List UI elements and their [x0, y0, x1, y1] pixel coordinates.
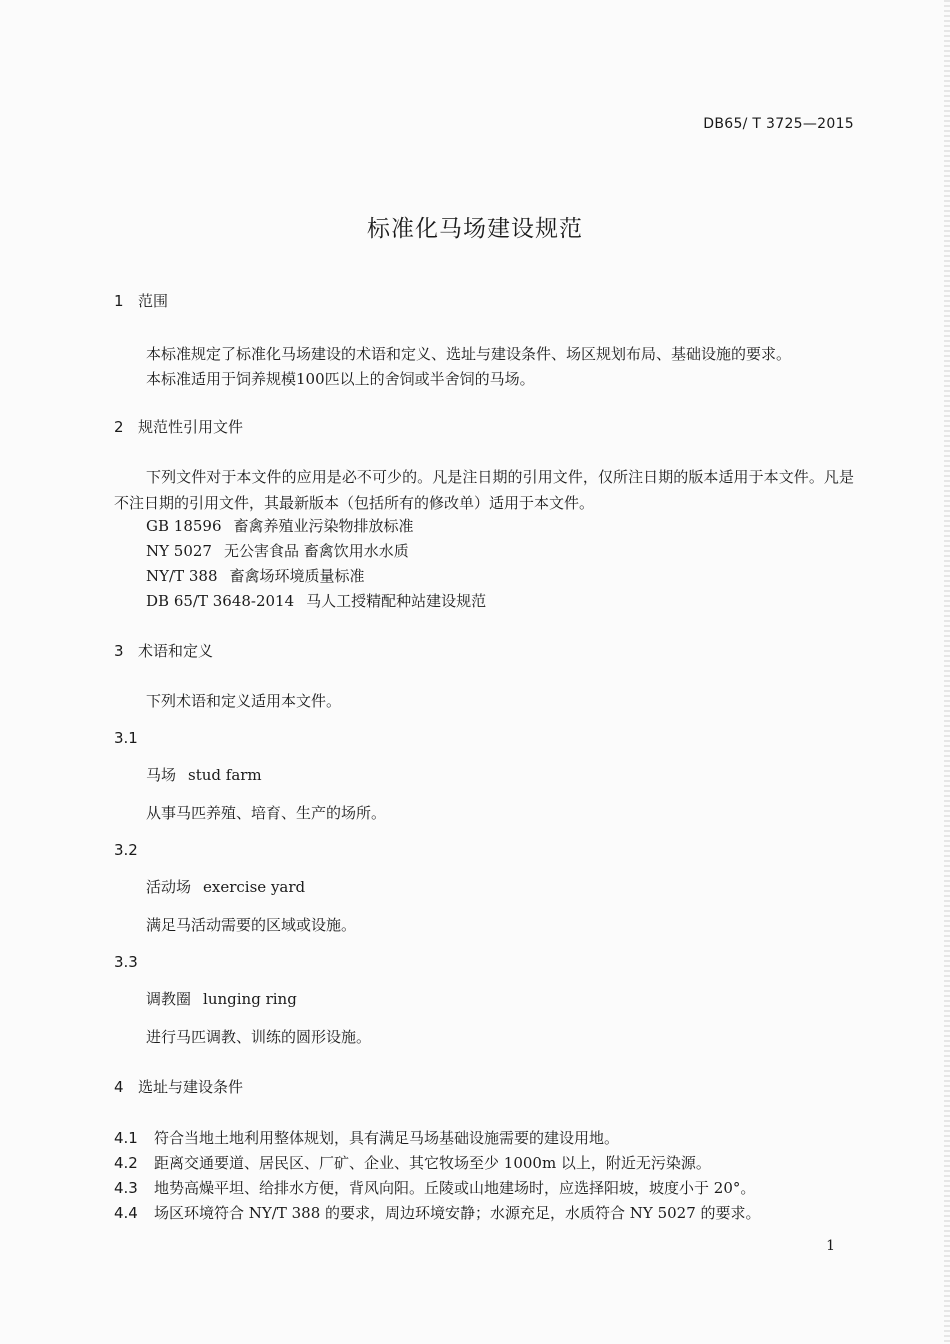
section-4-heading	[114, 1076, 243, 1097]
clause-number: 4.4	[114, 1204, 138, 1222]
clause-number: 4.1	[114, 1129, 138, 1147]
clause-text: 符合当地土地利用整体规划，具有满足马场基础设施需要的建设用地。	[154, 1129, 620, 1147]
section-1-paragraph-2: 本标准适用于饲养规模100匹以上的舍饲或半舍饲的马场。	[146, 370, 535, 388]
reference-title: 无公害食品 畜禽饮用水水质	[223, 542, 409, 560]
section-title: 规范性引用文件	[138, 418, 244, 436]
section-2-intro: 下列文件对于本文件的应用是必不可少的。凡是注日期的引用文件，仅所注日期的版本适用于本文件。凡是不注日期的引用文件，其最新版本（包括所有的修改单）适用于本文件。	[114, 468, 854, 512]
reference-title: 畜禽养殖业污染物排放标准	[233, 517, 414, 535]
document-number: DB65/ T 3725—2015	[703, 116, 854, 132]
section-number: 3	[114, 642, 124, 660]
section-1-paragraph-1: 本标准规定了标准化马场建设的术语和定义、选址与建设条件、场区规划布局、基础设施的要求。	[146, 345, 792, 363]
reference-item	[146, 565, 365, 586]
term-definition: 满足马活动需要的区域或设施。	[146, 916, 357, 934]
section-3-intro: 下列术语和定义适用本文件。	[146, 692, 342, 710]
clause-item	[114, 1127, 619, 1148]
section-2-heading	[114, 416, 243, 437]
term-definition: 从事马匹养殖、培育、生产的场所。	[146, 804, 387, 822]
term-english: lunging ring	[203, 990, 297, 1008]
term-number: 3.3	[114, 953, 138, 971]
term-entry	[146, 764, 262, 785]
clause-text: 场区环境符合 NY/T 388 的要求，周边环境安静；水源充足，水质符合 NY 5027 的要求。	[154, 1204, 761, 1222]
reference-code: GB 18596	[146, 517, 222, 535]
term-entry	[146, 988, 297, 1009]
section-title: 术语和定义	[138, 642, 214, 660]
clause-text: 距离交通要道、居民区、厂矿、企业、其它牧场至少 1000m 以上，附近无污染源。	[154, 1154, 711, 1172]
clause-number: 4.2	[114, 1154, 138, 1172]
section-title: 范围	[138, 292, 169, 310]
term-number: 3.1	[114, 729, 138, 747]
section-number: 2	[114, 418, 124, 436]
reference-item	[146, 590, 486, 611]
section-3-heading	[114, 640, 213, 661]
term-definition: 进行马匹调教、训练的圆形设施。	[146, 1028, 372, 1046]
reference-code: NY 5027	[146, 542, 212, 560]
reference-title: 畜禽场环境质量标准	[229, 567, 365, 585]
term-chinese: 调教圈	[146, 990, 192, 1008]
term-number: 3.2	[114, 841, 138, 859]
page-number: 1	[826, 1238, 835, 1254]
clause-item	[114, 1177, 755, 1198]
section-1-heading	[114, 290, 168, 311]
term-english: stud farm	[188, 766, 262, 784]
page-title: 标准化马场建设规范	[367, 216, 583, 242]
section-number: 4	[114, 1078, 124, 1096]
term-entry	[146, 876, 305, 897]
reference-item	[146, 515, 414, 536]
term-chinese: 马场	[146, 766, 177, 784]
section-title: 选址与建设条件	[138, 1078, 244, 1096]
reference-item	[146, 540, 409, 561]
clause-item	[114, 1202, 761, 1223]
term-english: exercise yard	[203, 878, 306, 896]
reference-title: 马人工授精配种站建设规范	[306, 592, 487, 610]
term-chinese: 活动场	[146, 878, 192, 896]
clause-text: 地势高燥平坦、给排水方便，背风向阳。丘陵或山地建场时，应选择阳坡，坡度小于 20°。	[154, 1179, 756, 1197]
section-number: 1	[114, 292, 124, 310]
reference-code: DB 65/T 3648-2014	[146, 592, 295, 610]
clause-number: 4.3	[114, 1179, 138, 1197]
clause-item	[114, 1152, 711, 1173]
scan-edge-texture	[944, 0, 950, 1344]
reference-code: NY/T 388	[146, 567, 218, 585]
